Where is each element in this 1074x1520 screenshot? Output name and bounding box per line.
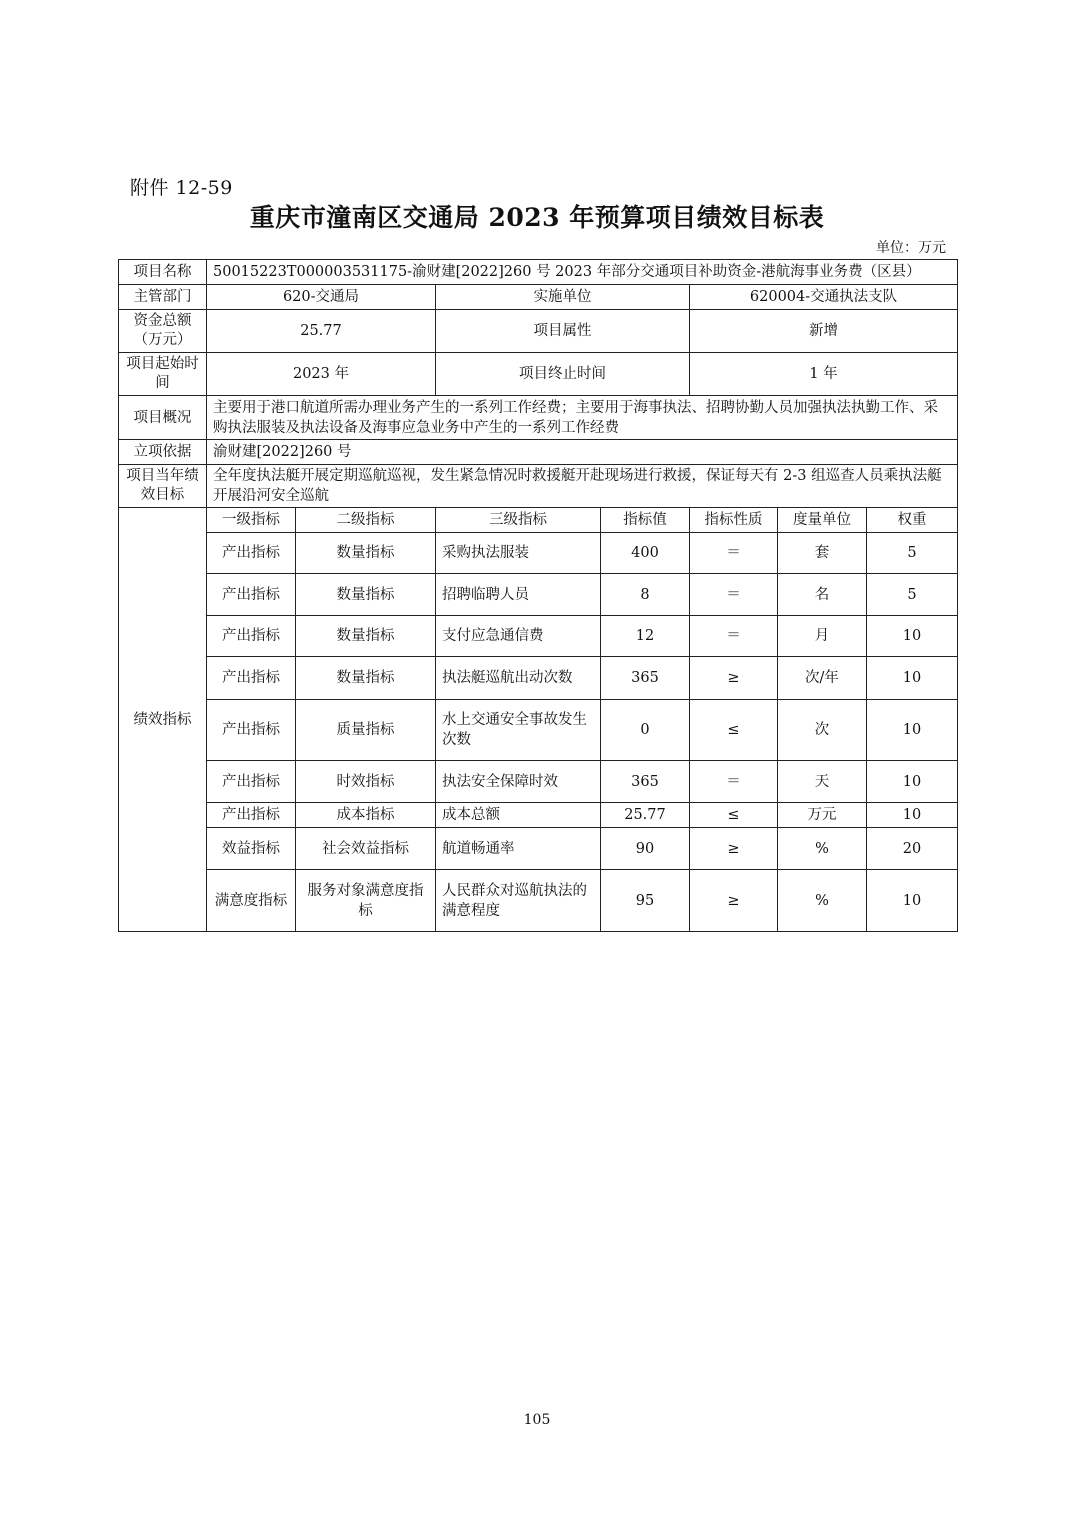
level2-cell: 质量指标 — [296, 700, 436, 761]
value-cell: 0 — [601, 700, 690, 761]
goal-value: 全年度执法艇开展定期巡航巡视，发生紧急情况时救援艇开赴现场进行救援，保证每天有 2-3 组巡查人员乘执法艇开展沿河安全巡航 — [207, 465, 958, 508]
level3-cell: 成本总额 — [436, 803, 601, 828]
weight-cell: 5 — [867, 574, 958, 616]
nature-cell: ≥ — [690, 828, 778, 870]
performance-table — [118, 259, 958, 932]
dept-label: 主管部门 — [119, 285, 207, 310]
level1-cell: 产出指标 — [207, 761, 296, 803]
start-label: 项目起始时间 — [119, 353, 207, 396]
level3-cell: 水上交通安全事故发生次数 — [436, 700, 601, 761]
unit-cell: 月 — [778, 616, 867, 657]
level3-cell: 人民群众对巡航执法的满意程度 — [436, 870, 601, 932]
weight-cell: 10 — [867, 657, 958, 700]
basis-value: 渝财建[2022]260 号 — [207, 440, 958, 465]
weight-cell: 10 — [867, 616, 958, 657]
weight-cell: 10 — [867, 700, 958, 761]
header-cell: 二级指标 — [296, 508, 436, 533]
level2-cell: 时效指标 — [296, 761, 436, 803]
start-value: 2023 年 — [207, 353, 436, 396]
level1-cell: 产出指标 — [207, 616, 296, 657]
level2-cell: 数量指标 — [296, 657, 436, 700]
indicator-row — [119, 533, 958, 574]
indicator-row — [119, 616, 958, 657]
fund-value: 25.77 — [207, 310, 436, 353]
weight-cell: 5 — [867, 533, 958, 574]
indicator-row — [119, 870, 958, 932]
level1-cell: 满意度指标 — [207, 870, 296, 932]
overview-value: 主要用于港口航道所需办理业务产生的一系列工作经费；主要用于海事执法、招聘协勤人员加强执法执勤工作、采购执法服装及执法设备及海事应急业务中产生的一系列工作经费 — [207, 396, 958, 440]
header-cell: 度量单位 — [778, 508, 867, 533]
end-label: 项目终止时间 — [436, 353, 690, 396]
value-cell: 95 — [601, 870, 690, 932]
level2-cell: 社会效益指标 — [296, 828, 436, 870]
unit-cell: 次 — [778, 700, 867, 761]
nature-cell: ≤ — [690, 803, 778, 828]
attr-value: 新增 — [690, 310, 958, 353]
end-value: 1 年 — [690, 353, 958, 396]
dept-value: 620-交通局 — [207, 285, 436, 310]
nature-cell: ＝ — [690, 616, 778, 657]
level1-cell: 产出指标 — [207, 657, 296, 700]
basis-label: 立项依据 — [119, 440, 207, 465]
indicator-row — [119, 574, 958, 616]
unit-cell: 天 — [778, 761, 867, 803]
attachment-number: 附件 12-59 — [130, 177, 233, 199]
value-cell: 25.77 — [601, 803, 690, 828]
indicator-row — [119, 700, 958, 761]
page-number: 105 — [523, 1412, 551, 1428]
header-cell: 三级指标 — [436, 508, 601, 533]
nature-cell: ≥ — [690, 870, 778, 932]
weight-cell: 20 — [867, 828, 958, 870]
level1-cell: 产出指标 — [207, 803, 296, 828]
nature-cell: ＝ — [690, 761, 778, 803]
level3-cell: 支付应急通信费 — [436, 616, 601, 657]
level3-cell: 执法艇巡航出动次数 — [436, 657, 601, 700]
project-name-value: 50015223T000003531175-渝财建[2022]260 号 2023 年部分交通项目补助资金-港航海事业务费（区县） — [207, 260, 958, 285]
value-cell: 400 — [601, 533, 690, 574]
weight-cell: 10 — [867, 803, 958, 828]
nature-cell: ＝ — [690, 533, 778, 574]
overview-label: 项目概况 — [119, 396, 207, 440]
level2-cell: 服务对象满意度指标 — [296, 870, 436, 932]
header-cell: 权重 — [867, 508, 958, 533]
unit-cell: 名 — [778, 574, 867, 616]
unit-cell: % — [778, 870, 867, 932]
document-title: 重庆市潼南区交通局 2023 年预算项目绩效目标表 — [249, 203, 825, 232]
value-cell: 12 — [601, 616, 690, 657]
indicator-row — [119, 761, 958, 803]
level2-cell: 数量指标 — [296, 616, 436, 657]
unit-cell: 次/年 — [778, 657, 867, 700]
value-cell: 8 — [601, 574, 690, 616]
unit-cell: 套 — [778, 533, 867, 574]
indicator-row — [119, 828, 958, 870]
level3-cell: 采购执法服装 — [436, 533, 601, 574]
indicator-row — [119, 657, 958, 700]
value-cell: 90 — [601, 828, 690, 870]
level3-cell: 执法安全保障时效 — [436, 761, 601, 803]
header-cell: 一级指标 — [207, 508, 296, 533]
nature-cell: ≤ — [690, 700, 778, 761]
value-cell: 365 — [601, 761, 690, 803]
indicators-section-label: 绩效指标 — [119, 508, 207, 932]
header-cell: 指标值 — [601, 508, 690, 533]
level3-cell: 招聘临聘人员 — [436, 574, 601, 616]
value-cell: 365 — [601, 657, 690, 700]
weight-cell: 10 — [867, 761, 958, 803]
weight-cell: 10 — [867, 870, 958, 932]
fund-label: 资金总额（万元） — [119, 310, 207, 353]
level3-cell: 航道畅通率 — [436, 828, 601, 870]
project-name-label: 项目名称 — [119, 260, 207, 285]
impl-unit-label: 实施单位 — [436, 285, 690, 310]
level1-cell: 产出指标 — [207, 700, 296, 761]
level2-cell: 数量指标 — [296, 533, 436, 574]
nature-cell: ≥ — [690, 657, 778, 700]
unit-cell: % — [778, 828, 867, 870]
level2-cell: 数量指标 — [296, 574, 436, 616]
level1-cell: 效益指标 — [207, 828, 296, 870]
goal-label: 项目当年绩效目标 — [119, 465, 207, 508]
indicator-row — [119, 803, 958, 828]
unit-cell: 万元 — [778, 803, 867, 828]
attr-label: 项目属性 — [436, 310, 690, 353]
unit-note: 单位：万元 — [876, 240, 946, 256]
level1-cell: 产出指标 — [207, 533, 296, 574]
level2-cell: 成本指标 — [296, 803, 436, 828]
impl-unit-value: 620004-交通执法支队 — [690, 285, 958, 310]
level1-cell: 产出指标 — [207, 574, 296, 616]
nature-cell: ＝ — [690, 574, 778, 616]
header-cell: 指标性质 — [690, 508, 778, 533]
